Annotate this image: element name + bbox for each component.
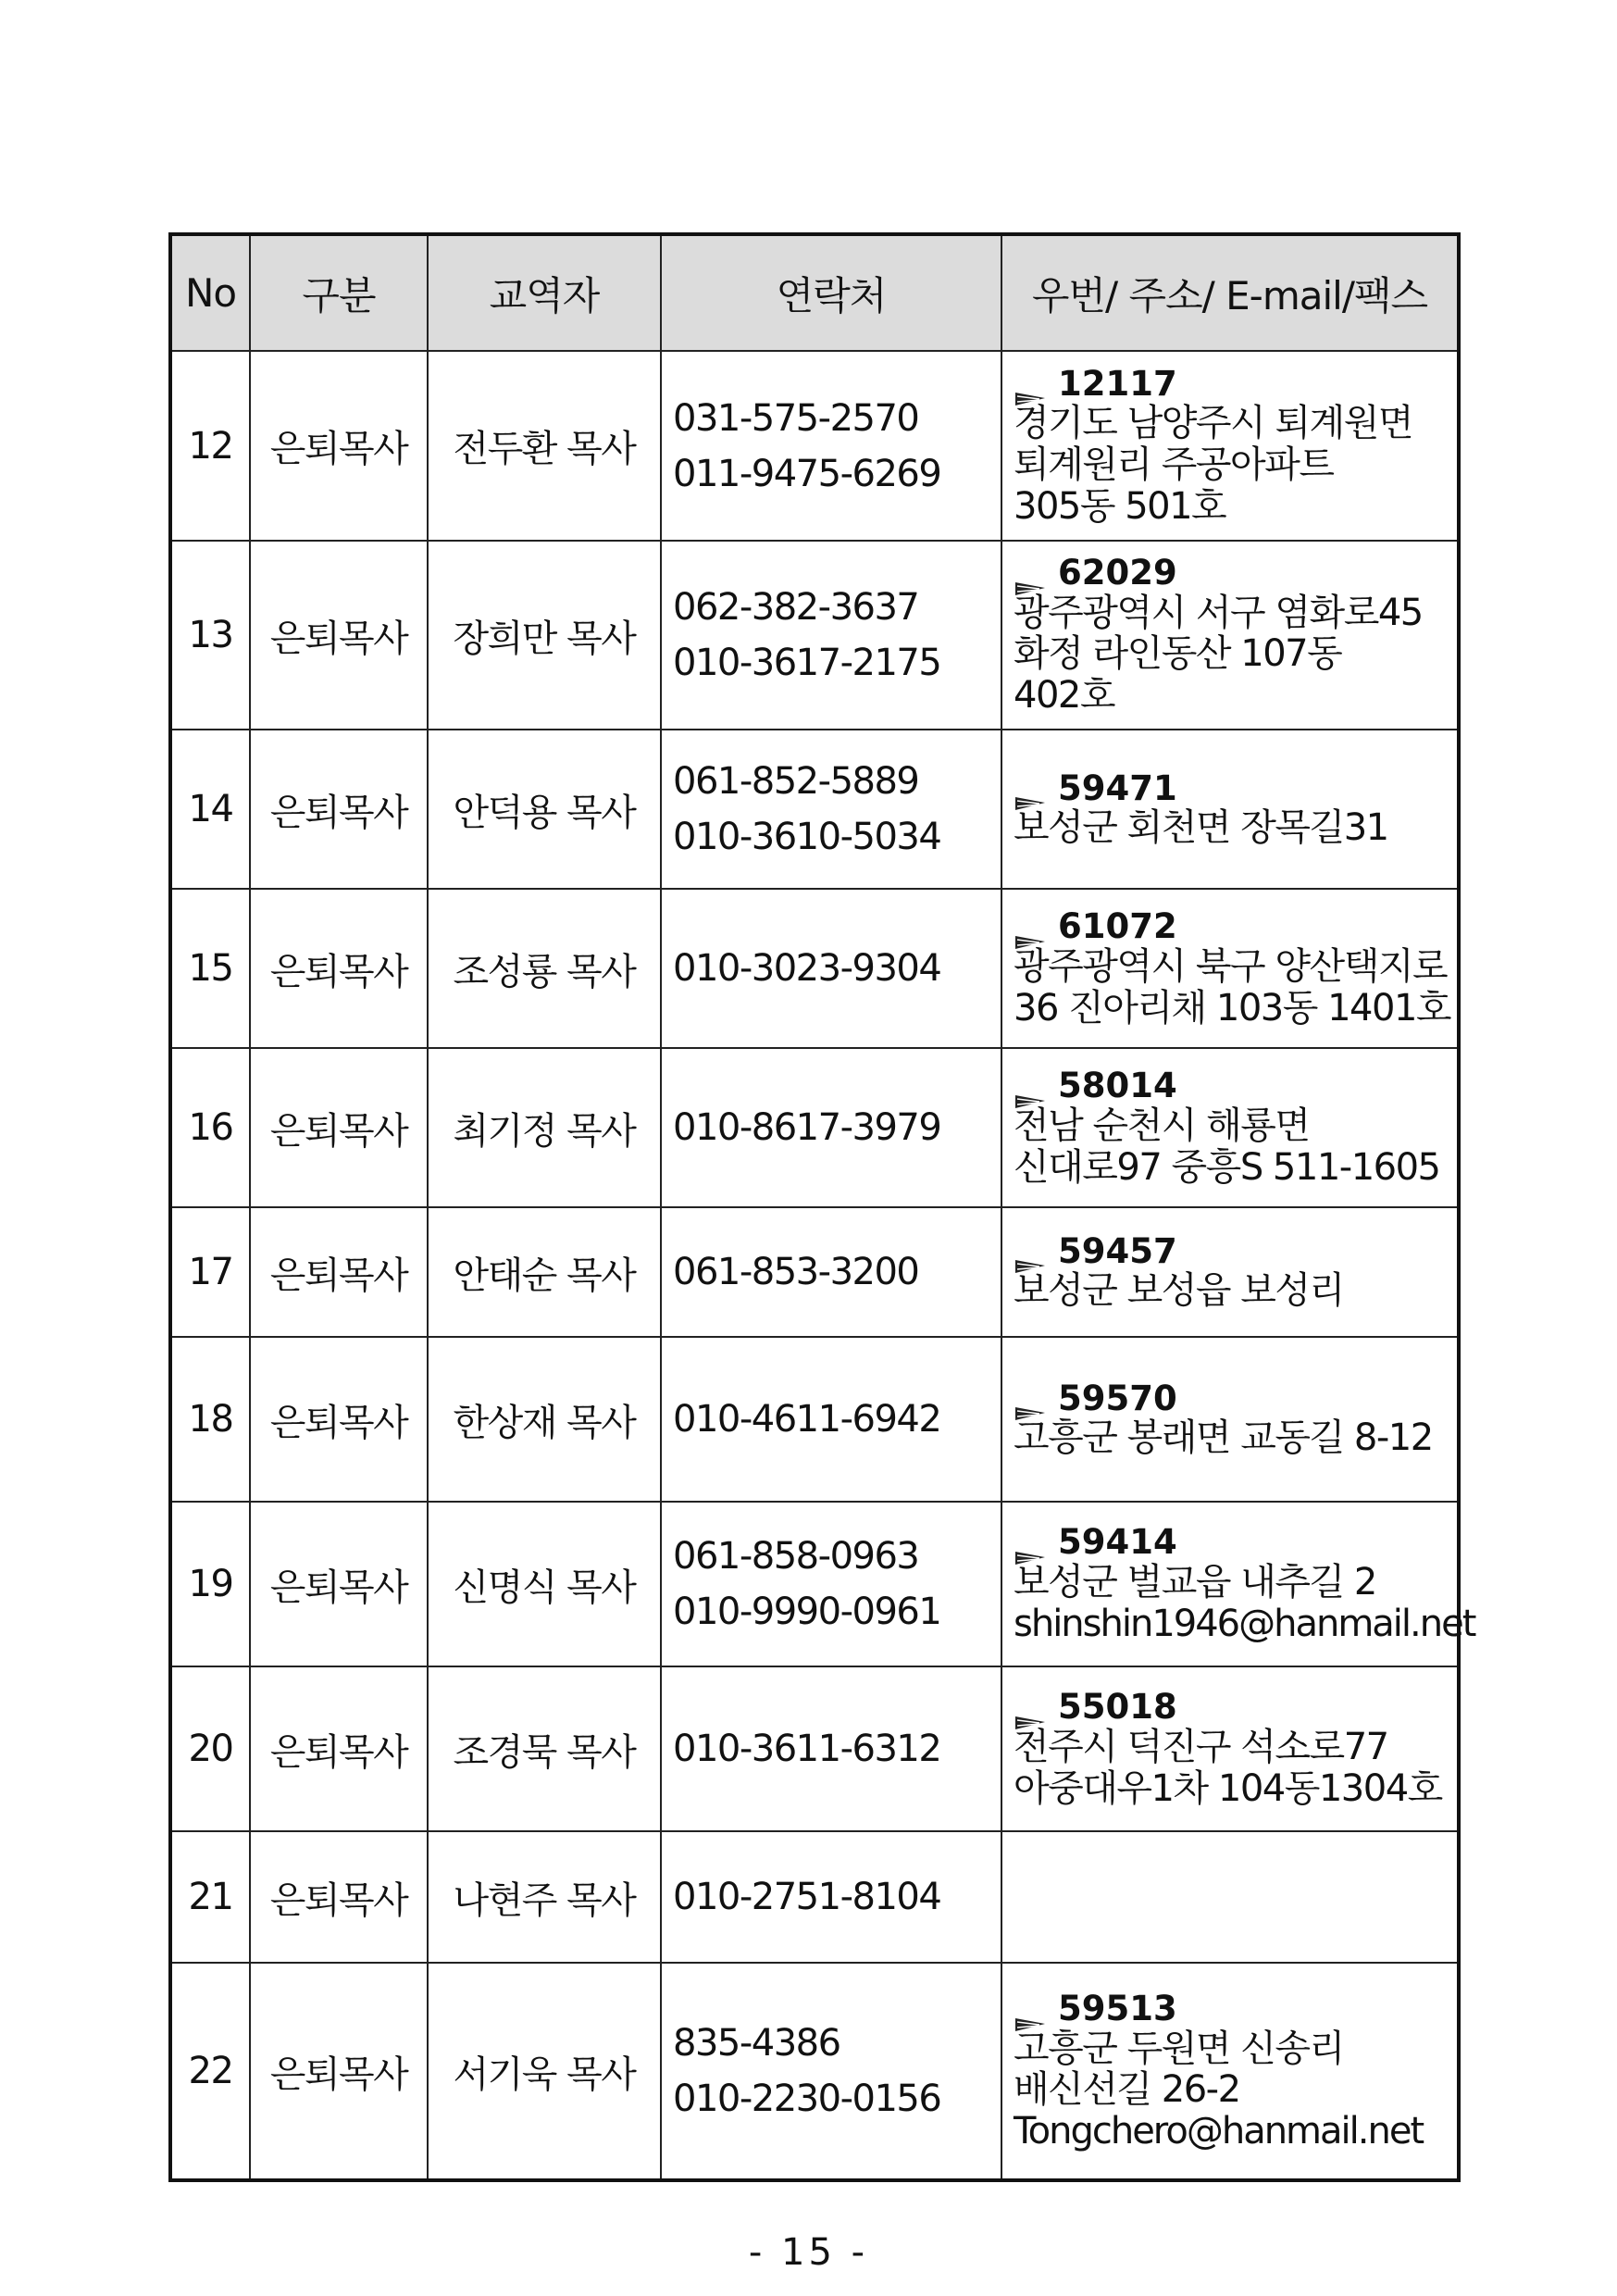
header-category: 구분 bbox=[250, 234, 428, 351]
zip-code bbox=[1014, 1067, 1457, 1104]
postal-mail-icon bbox=[1014, 1079, 1047, 1096]
zip-code-value: 59570 bbox=[1058, 1378, 1177, 1418]
zip-code bbox=[1014, 1688, 1457, 1726]
address-line: 광주광역시 북구 양산택지로 bbox=[1014, 944, 1448, 988]
row-category: 은퇴목사 bbox=[250, 351, 428, 541]
phone-number: 010-2751-8104 bbox=[673, 1876, 941, 1918]
row-number: 16 bbox=[170, 1048, 250, 1207]
address-line: 경기도 남양주시 퇴계원면 bbox=[1014, 402, 1412, 445]
address-line: 퇴계원리 주공아파트 bbox=[1014, 443, 1334, 486]
zip-code-value: 12117 bbox=[1058, 363, 1177, 404]
zip-code-value: 59457 bbox=[1058, 1230, 1177, 1271]
postal-mail-icon bbox=[1014, 377, 1047, 393]
row-number: 12 bbox=[170, 351, 250, 541]
row-address bbox=[1001, 1666, 1459, 1831]
phone-number: 061-853-3200 bbox=[673, 1251, 919, 1293]
zip-code-value: 59414 bbox=[1058, 1522, 1177, 1563]
row-address bbox=[1001, 1337, 1459, 1502]
row-contact bbox=[661, 1502, 1001, 1666]
phone-number: 010-3023-9304 bbox=[673, 947, 941, 990]
row-minister-name: 안태순 목사 bbox=[428, 1207, 661, 1337]
row-number: 17 bbox=[170, 1207, 250, 1337]
email-address: shinshin1946@hanmail.net bbox=[1014, 1602, 1475, 1645]
table-row bbox=[170, 889, 1459, 1048]
phone-number: 010-8617-3979 bbox=[673, 1106, 941, 1149]
zip-code bbox=[1014, 1990, 1457, 2028]
row-minister-name: 서기욱 목사 bbox=[428, 1963, 661, 2180]
postal-mail-icon bbox=[1014, 1391, 1047, 1408]
address-line: 305동 501호 bbox=[1014, 484, 1226, 528]
row-minister-name: 신명식 목사 bbox=[428, 1502, 661, 1666]
row-category: 은퇴목사 bbox=[250, 541, 428, 730]
phone-number: 031-575-2570 bbox=[673, 396, 919, 440]
row-contact bbox=[661, 889, 1001, 1048]
row-category: 은퇴목사 bbox=[250, 1207, 428, 1337]
phone-number: 010-3617-2175 bbox=[673, 642, 941, 684]
address-line: 보성군 벌교읍 내추길 2 bbox=[1014, 1560, 1376, 1603]
table-row bbox=[170, 1666, 1459, 1831]
zip-code bbox=[1014, 1523, 1457, 1561]
postal-mail-icon bbox=[1014, 2003, 1047, 2019]
row-address bbox=[1001, 1502, 1475, 1666]
zip-code-value: 58014 bbox=[1058, 1066, 1177, 1106]
row-number: 15 bbox=[170, 889, 250, 1048]
zip-code-value: 59513 bbox=[1058, 1989, 1177, 2029]
row-number: 21 bbox=[170, 1831, 250, 1963]
row-contact bbox=[661, 541, 1001, 730]
address-line: 고흥군 봉래면 교동길 8-12 bbox=[1014, 1416, 1433, 1460]
row-minister-name: 장희만 목사 bbox=[428, 541, 661, 730]
row-category: 은퇴목사 bbox=[250, 1502, 428, 1666]
page-number: - 15 - bbox=[748, 2231, 869, 2274]
table-row bbox=[170, 1831, 1459, 1963]
row-address bbox=[1001, 1963, 1459, 2180]
row-category: 은퇴목사 bbox=[250, 1666, 428, 1831]
row-contact bbox=[661, 1207, 1001, 1337]
row-category: 은퇴목사 bbox=[250, 1337, 428, 1502]
table-row bbox=[170, 1207, 1459, 1337]
address-line: 전주시 덕진구 석소로77 bbox=[1014, 1725, 1388, 1768]
postal-mail-icon bbox=[1014, 920, 1047, 937]
postal-mail-icon bbox=[1014, 1701, 1047, 1717]
zip-code-value: 62029 bbox=[1058, 553, 1177, 593]
email-address: Tongchero@hanmail.net bbox=[1014, 2110, 1424, 2153]
address-line: 고흥군 두원면 신송리 bbox=[1014, 2027, 1344, 2070]
row-contact bbox=[661, 730, 1001, 889]
address-line: 보성군 보성읍 보성리 bbox=[1014, 1269, 1344, 1313]
row-contact bbox=[661, 1831, 1001, 1963]
table-row bbox=[170, 1502, 1459, 1666]
header-address: 우번/ 주소/ E-mail/팩스 bbox=[1001, 234, 1459, 351]
row-minister-name: 한상재 목사 bbox=[428, 1337, 661, 1502]
row-number: 22 bbox=[170, 1963, 250, 2180]
row-contact bbox=[661, 1666, 1001, 1831]
postal-mail-icon bbox=[1014, 567, 1047, 583]
row-contact bbox=[661, 1048, 1001, 1207]
row-address bbox=[1001, 1831, 1459, 1963]
phone-number: 011-9475-6269 bbox=[673, 452, 941, 495]
row-address bbox=[1001, 730, 1459, 889]
row-minister-name: 나현주 목사 bbox=[428, 1831, 661, 1963]
row-minister-name: 최기정 목사 bbox=[428, 1048, 661, 1207]
row-address bbox=[1001, 1048, 1459, 1207]
phone-number: 061-858-0963 bbox=[673, 1535, 919, 1578]
table-row bbox=[170, 541, 1459, 730]
row-number: 19 bbox=[170, 1502, 250, 1666]
row-address bbox=[1001, 889, 1459, 1048]
postal-mail-icon bbox=[1014, 781, 1047, 798]
zip-code bbox=[1014, 1379, 1457, 1417]
address-line: 신대로97 중흥S 511-1605 bbox=[1014, 1145, 1440, 1189]
zip-code-value: 61072 bbox=[1058, 906, 1177, 947]
address-line: 광주광역시 서구 염화로45 bbox=[1014, 591, 1423, 634]
zip-code-value: 55018 bbox=[1058, 1687, 1177, 1728]
row-minister-name: 조성룡 목사 bbox=[428, 889, 661, 1048]
address-line: 배신선길 26-2 bbox=[1014, 2068, 1240, 2112]
address-line: 402호 bbox=[1014, 674, 1114, 718]
zip-code bbox=[1014, 907, 1457, 945]
row-category: 은퇴목사 bbox=[250, 1048, 428, 1207]
header-row bbox=[170, 234, 1459, 351]
address-line: 36 진아리채 103동 1401호 bbox=[1014, 986, 1451, 1029]
row-minister-name: 조경묵 목사 bbox=[428, 1666, 661, 1831]
row-number: 18 bbox=[170, 1337, 250, 1502]
row-category: 은퇴목사 bbox=[250, 1963, 428, 2180]
header-no: No bbox=[170, 234, 250, 351]
table-row bbox=[170, 730, 1459, 889]
address-line: 화정 라인동산 107동 bbox=[1014, 632, 1342, 676]
table-body bbox=[170, 351, 1475, 2180]
phone-number: 061-852-5889 bbox=[673, 760, 919, 803]
address-line: 아중대우1차 104동1304호 bbox=[1014, 1766, 1442, 1810]
table-row bbox=[170, 351, 1459, 541]
address-line: 보성군 회천면 장목길31 bbox=[1014, 806, 1388, 850]
postal-mail-icon bbox=[1014, 1536, 1047, 1553]
table-row bbox=[170, 1048, 1459, 1207]
zip-code bbox=[1014, 769, 1457, 807]
table-header bbox=[170, 234, 1459, 351]
table-row bbox=[170, 1963, 1459, 2180]
row-minister-name: 안덕용 목사 bbox=[428, 730, 661, 889]
table-row bbox=[170, 1337, 1459, 1502]
zip-code bbox=[1014, 365, 1457, 403]
zip-code bbox=[1014, 1232, 1457, 1270]
row-number: 14 bbox=[170, 730, 250, 889]
row-address bbox=[1001, 1207, 1459, 1337]
phone-number: 010-2230-0156 bbox=[673, 2078, 941, 2120]
phone-number: 062-382-3637 bbox=[673, 586, 919, 629]
phone-number: 835-4386 bbox=[673, 2022, 840, 2065]
address-line: 전남 순천시 해룡면 bbox=[1014, 1104, 1310, 1147]
zip-code bbox=[1014, 554, 1457, 592]
phone-number: 010-4611-6942 bbox=[673, 1398, 941, 1441]
row-contact bbox=[661, 1337, 1001, 1502]
directory-table bbox=[168, 232, 1475, 2182]
row-number: 20 bbox=[170, 1666, 250, 1831]
phone-number: 010-3610-5034 bbox=[673, 816, 941, 858]
phone-number: 010-9990-0961 bbox=[673, 1591, 941, 1633]
postal-mail-icon bbox=[1014, 1244, 1047, 1261]
header-minister: 교역자 bbox=[428, 234, 661, 351]
zip-code-value: 59471 bbox=[1058, 767, 1177, 808]
row-category: 은퇴목사 bbox=[250, 730, 428, 889]
row-number: 13 bbox=[170, 541, 250, 730]
header-contact: 연락처 bbox=[661, 234, 1001, 351]
row-minister-name: 전두환 목사 bbox=[428, 351, 661, 541]
row-contact bbox=[661, 351, 1001, 541]
row-category: 은퇴목사 bbox=[250, 889, 428, 1048]
row-address bbox=[1001, 541, 1459, 730]
row-address bbox=[1001, 351, 1459, 541]
row-category: 은퇴목사 bbox=[250, 1831, 428, 1963]
phone-number: 010-3611-6312 bbox=[673, 1728, 941, 1770]
row-contact bbox=[661, 1963, 1001, 2180]
